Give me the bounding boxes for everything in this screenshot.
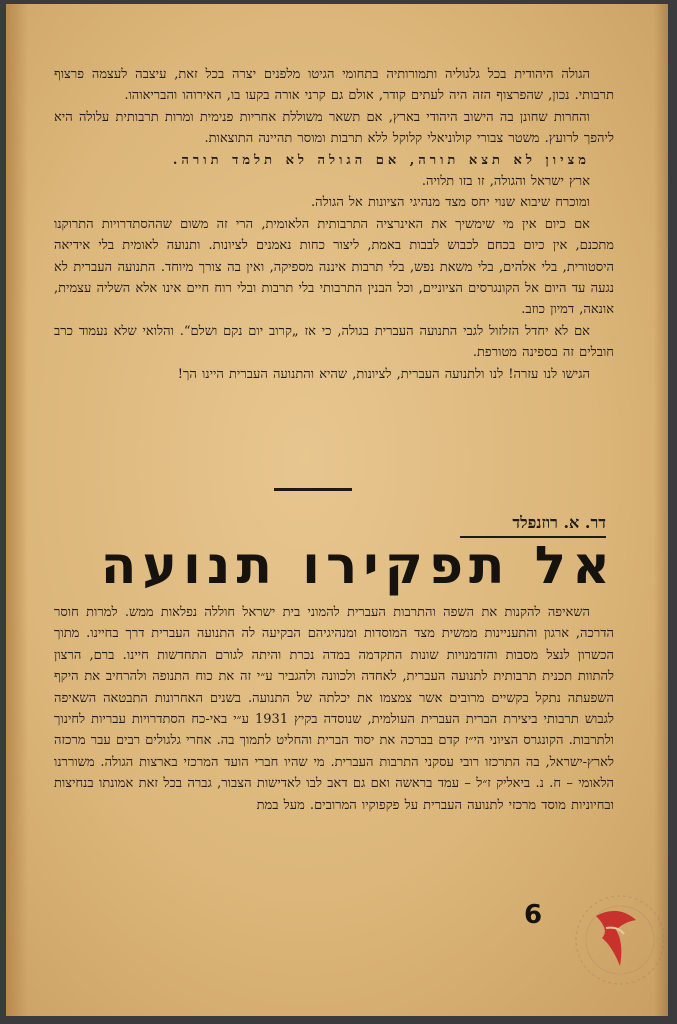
page-binding-shadow [6, 4, 28, 1016]
paragraph-2: והחרות שחונן בה הישוב היהודי בארץ, אם תשאר משוללת אחריות פנימית ומרות תרבותית עלולה היא ליהפך לרועץ. משטר צבורי קולוניאלי קלוקל ללא תרבות ומוסר תהיינה התוצאות. [54, 109, 614, 147]
document-page [6, 4, 668, 1016]
article-title: אל תפקירו תנועה [100, 536, 616, 596]
section-divider [274, 488, 352, 491]
main-article [54, 602, 614, 816]
paragraph-6: אם כיום אין מי שימשיך את האינרציה התרבותית הלאומית, הרי זה משום שההסתדרויות התרוקנו מתכנם, אין כיום בכחם לכבוש לבבות באמת, ליצור כחות נאמנים לציונות. ותנועה לאומית בלי אידיאה היסטורית, בלי אלהים, בלי משאת נפש, בלי תרבות איננה מספיקה, ואין בה צורך מיוחד. התנועה העברית לא נגעה עד היום אל הקונגרסים הציוניים, וכל הבנין התרבותי בלי תרבות ובלי רוח חיים אינו אלא השליה עצמית, אונאה, דמיון כוזב. [54, 216, 614, 318]
top-article [54, 64, 614, 385]
paragraph-8: הגישו לנו עזרה! לנו ולתנועה העברית, לציונות, שהיא והתנועה העברית היינו הך! [177, 366, 590, 382]
author-byline: דר. א. רוזנפלד [460, 513, 606, 538]
paragraph-3: מציון לא תצא תורה, אם הגולה לא תלמד תורה. [172, 152, 590, 168]
paragraph-1: הגולה היהודית בכל גלגוליה ותמורותיה בתחומי הגיטו מלפנים יצרה בכל זאת, עיצבה לעצמה פרצוף תרבותי. נכון, שהפרצוף הזה היה לעתים קודר, אולם גם קרני אורה בקעו בו, האירוהו והבריאוהו. [54, 67, 614, 104]
paragraph-4: ארץ ישראל והגולה, זו בזו תלויה. [421, 174, 590, 190]
article-body: השאיפה להקנות את השפה והתרבות העברית להמוני בית ישראל חוללה נפלאות ממש. למרות חוסר הדרכה, ארגון והתעניינות ממשית מצד המוסדות ומנהיגיהם הבקיעה לה התנועה העברית דרך בחיינו. מתוך הכשרון לנצל מסבות והזדמנויות שונות התקדמה במדה נכרת והיתה לגורם התחדשות חיינו. ברם, הרצון להתוות תכנית תרבותית לתנועה העברית, לאחדה ולכוונה ולהגביר ע״י זה את כוח התנופה ולהרחיב את היקף השפעתה נתקל בקשיים מרובים אשר צמצמו את יכלתה של התנועה. בשנים האחרונות התבטאה השאיפה לגבוש תרבותי ביצירת הברית העברית העולמית, שנוסדה בקיץ 1931 ע״י באי-כח הסתדרויות עבריות לחינוך ולתרבות. הקונגרס הציוני הי״ז קדם בברכה את יסוד הברית והחליט לתמוך בה. אחרי גלגולים רבים עבר מרכזה לארץ-ישראל, בה התרכזו רובי עסקני התרבות העברית. מי שהיו חברי הועד המרכזי בארצות הגולה. משוררנו הלאומי – ח. נ. ביאליק ז״ל – עמד בראשה ואם גם דאב לבו לאדישות הצבור, גברה בכל זאת אמונתו בנחיצות ובחיוניות מוסד מרכזי לתנועה העברית על פקפוקיו המרובים. מעל במת [54, 605, 614, 813]
library-stamp-logo-icon [566, 886, 668, 994]
paragraph-7: אם לא יחדל הזלזול לגבי התנועה העברית בגולה, כי אז „קרוב יום נקם ושלם“. והלואי שלא נעמוד כרב חובלים זה בספינה מטורפת. [54, 323, 614, 361]
page-number: 6 [524, 900, 543, 930]
paragraph-5: ומוכרח שיבוא שנוי יחס מצד מנהיגי הציונות אל הגולה. [311, 195, 590, 211]
